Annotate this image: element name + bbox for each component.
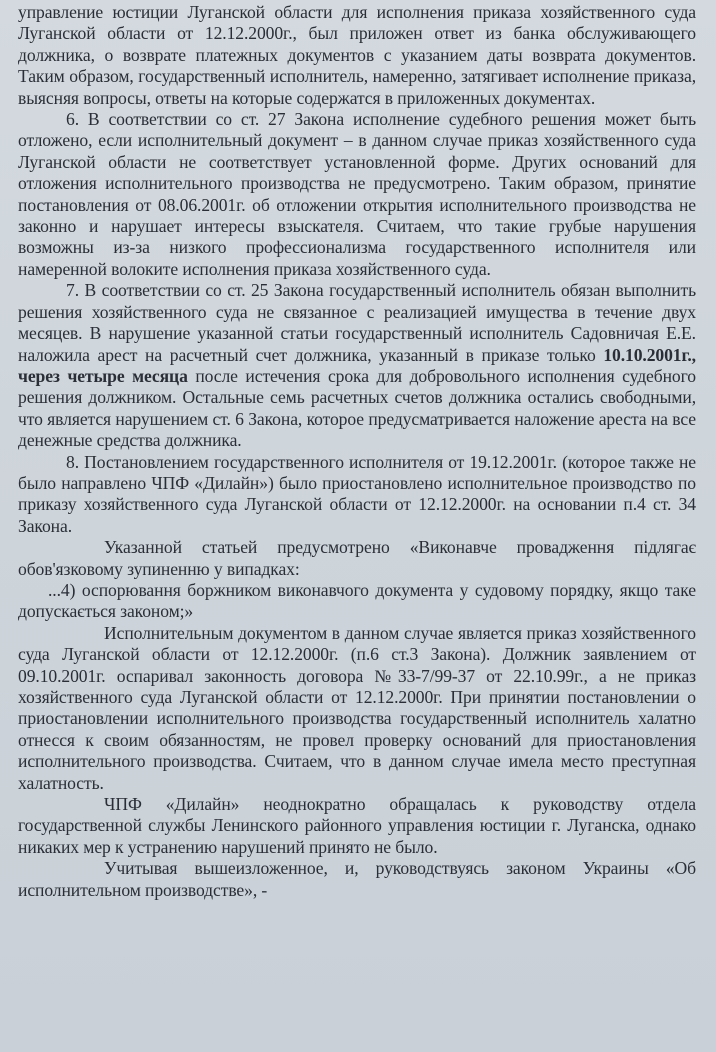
paragraph-7-end: после истечения срока для добровольного исполнения судебного решения должником. Остальные семь расчетных счетов должника остались свободными, что является нарушением ст. 6 Закона, которое предусматривается наложение ареста на все денежные средства должника. bbox=[18, 365, 697, 451]
paragraph-6: 6. В соответствии со ст. 27 Закона исполнение судебного решения может быть отложено, если исполнительный документ – в данном случае приказ хозяйственного суда Луганской области не соответствует установленной форме. Других оснований для отложения исполнительного производства не предусмотрено. Таким образом, принятие постановления от 08.06.2001г. об отложении открытия исполнительного производства не законно и нарушает интересы взыскателя. Считаем, что такие грубые нарушения возможны из-за низкого профессионализма государственного исполнителя или намеренной волоките исполнения приказа хозяйственного суда. bbox=[18, 109, 696, 279]
paragraph-7-emphasis: 10.10.2001г., через четыре месяца bbox=[18, 344, 696, 386]
paragraph-7 bbox=[18, 280, 696, 451]
paragraph-article-quote: Указанной статьей предусмотрено «Виконавче провадження підлягає обов'язковому зупиненню у випадках: bbox=[18, 537, 696, 579]
paragraph-exec-document: Исполнительным документом в данном случае является приказ хозяйственного суда Луганской области от 12.12.2000г. (п.6 ст.3 Закона). Должник заявлением от 09.10.2001г. оспаривал законность договора №33-7/99-37 от 22.10.99г., а не приказ хозяйственного суда Луганской области от 12.12.2000г. При принятии постановлении о приостановлении исполнительного производства государственный исполнитель халатно отнесся к своим обязанностям, не провел проверку оснований для приостановления исполнительного производства. Считаем, что в данном случае имела место преступная халатность. bbox=[18, 622, 696, 793]
paragraph-intro: управление юстиции Луганской области для исполнения приказа хозяйственного суда Луганской области от 12.12.2000г., был приложен ответ из банка обслуживающего должника, о возврате платежных документов с указанием даты возврата документов. Таким образом, государственный исполнитель, намеренно, затягивает исполнение приказа, выясняя вопросы, ответы на которые содержатся в приложенных документах. bbox=[18, 2, 696, 108]
paragraph-appeals: ЧПФ «Дилайн» неоднократно обращалась к руководству отдела государственной службы Ленинского районного управления юстиции г. Луганска, однако никаких мер к устранению нарушений принято не было. bbox=[18, 794, 696, 857]
paragraph-quote-item: ...4) оспорювання боржником виконавчого документа у судовому порядку, якщо таке допускається законом;» bbox=[18, 579, 696, 622]
document-body bbox=[18, 0, 696, 901]
paragraph-conclusion: Учитывая вышеизложенное, и, руководствуясь законом Украины «Об исполнительном производстве», - bbox=[18, 858, 696, 900]
paragraph-7-start: 7. В соответствии со ст. 25 Закона государственный исполнитель обязан выполнить решения хозяйственного суда не связанное с реализацией имущества в течение двух месяцев. В нарушение указанной статьи государственный исполнитель Садовничая Е.Е. наложила арест на расчетный счет должника, указанный в приказе только bbox=[18, 280, 696, 365]
paragraph-8: 8. Постановлением государственного исполнителя от 19.12.2001г. (которое также не было направлено ЧПФ «Дилайн») было приостановлено исполнительное производство по приказу хозяйственного суда Луганской области от 12.12.2000г. на основании п.4 ст. 34 Закона. bbox=[18, 451, 696, 536]
